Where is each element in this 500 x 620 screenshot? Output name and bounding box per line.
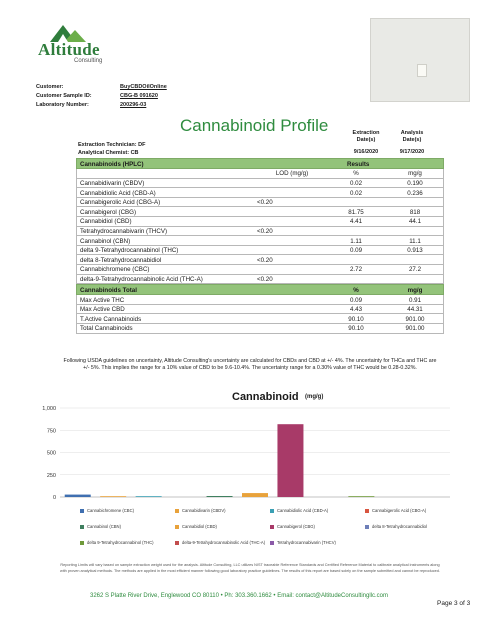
mgg-value: 11.1	[409, 237, 421, 245]
table-row	[76, 246, 444, 256]
brand-sub: Consulting	[74, 58, 103, 64]
cannabinoid-bar-chart	[20, 400, 460, 504]
chart-unit: (mg/g)	[305, 394, 324, 400]
legend-swatch	[80, 509, 84, 513]
total-name: T.Active Cannabinoids	[80, 315, 142, 323]
results-table	[76, 158, 444, 334]
total-percent: 90.10	[348, 325, 364, 333]
customer-label: Customer:	[36, 84, 64, 90]
mgg-value: 818	[409, 208, 421, 216]
legend-label: Cannabichromene (CBC)	[87, 508, 135, 513]
percent-value: 0.09	[349, 247, 363, 255]
uncertainty-note: Following USDA guidelines on uncertainty, Altitude Consulting's uncertainty are calculated for CBDs and CBD at +/- 4%. The uncertainty for THCa and THC are +/- 5%. This implies the range for a 10% value of CBD to be 9.6-10.4%. The uncertainty range for a 0.30% value of THC would be 0.28-0.32%.	[63, 358, 437, 371]
percent-value: 4.41	[349, 218, 363, 226]
customer-info	[36, 84, 167, 111]
cannabinoid-name: delta 9-Tetrahydrocannabinol (THC)	[80, 247, 179, 255]
y-tick-label: 250	[46, 472, 56, 479]
totals-header-name: Cannabinoids Total	[80, 287, 137, 295]
extraction-date-header: Extraction Date(s)	[352, 130, 380, 143]
legend-label: delta 8-Tetrahydrocannabidiol	[372, 524, 427, 529]
sample-id-value: CBG-B 091620	[120, 93, 158, 99]
lod-value: <0.20	[257, 275, 273, 283]
subheader-pct: %	[353, 170, 359, 178]
header-results: Results	[347, 161, 370, 168]
legend-label: Cannabigerolic Acid (CBG-A)	[372, 508, 427, 513]
subheader-lod: LOD (mg/g)	[275, 170, 309, 178]
legend-item	[80, 508, 172, 513]
y-tick-label: 500	[46, 450, 56, 457]
legend-item	[270, 524, 362, 529]
percent-value: 0.02	[349, 179, 363, 187]
cannabinoid-name: delta 8-Tetrahydrocannabidiol	[80, 256, 162, 264]
lod-value: <0.20	[257, 227, 273, 235]
total-mgg: 44.31	[407, 306, 423, 314]
total-mgg: 901.00	[405, 325, 425, 333]
legend-swatch	[365, 525, 369, 529]
legend-swatch	[175, 525, 179, 529]
brand-name: Altitude	[38, 40, 100, 59]
total-percent: 4.43	[349, 306, 363, 314]
table-row	[76, 207, 444, 217]
sample-id-label: Customer Sample ID:	[36, 93, 92, 99]
legend-item	[80, 524, 172, 529]
extraction-date: 9/16/2020	[353, 149, 379, 155]
total-percent: 0.09	[349, 296, 363, 304]
bar	[277, 424, 303, 497]
percent-value: 1.11	[350, 237, 362, 245]
lab-number-value: 200296-03	[120, 102, 147, 108]
page-number: Page 3 of 3	[437, 600, 471, 607]
percent-value: 0.02	[349, 189, 363, 197]
cannabinoid-name: delta-9-Tetrahydrocannabinolic Acid (THC-A)	[80, 275, 203, 283]
y-tick-label: 0	[52, 495, 56, 501]
chart-title: Cannabinoid	[232, 391, 299, 403]
cannabinoid-name: Cannabichromene (CBC)	[80, 266, 150, 274]
total-percent: 90.10	[348, 315, 364, 323]
mgg-value: 27.2	[408, 266, 422, 274]
legend-item	[175, 508, 267, 513]
total-name: Max Active THC	[80, 296, 125, 304]
subheader-mgg: mg/g	[408, 170, 422, 178]
legend-label: delta 9-Tetrahydrocannabinol (THC)	[87, 540, 154, 545]
table-row	[76, 227, 444, 237]
analytical-chemist: Analytical Chemist: CB	[78, 150, 139, 156]
legend-swatch	[175, 509, 179, 513]
legend-item	[270, 508, 362, 513]
totals-row	[76, 295, 444, 305]
table-subheader	[76, 169, 444, 179]
lod-value: <0.20	[257, 256, 273, 264]
cannabinoid-name: Cannabinol (CBN)	[80, 237, 131, 245]
totals-header	[76, 284, 444, 295]
cannabinoid-name: Cannabidivarin (CBDV)	[80, 179, 145, 187]
lab-number-label: Laboratory Number:	[36, 102, 89, 108]
bar	[65, 495, 91, 497]
vial-image	[417, 64, 427, 77]
totals-row	[76, 324, 444, 334]
legend-label: Tetrahydrocannabivarin (THCV)	[277, 540, 336, 545]
analysis-date: 9/17/2020	[399, 149, 425, 155]
totals-header-mgg: mg/g	[407, 287, 423, 295]
mgg-value: 44.1	[408, 218, 422, 226]
sample-photo	[370, 18, 470, 102]
page-title: Cannabinoid Profile	[180, 116, 329, 135]
cannabinoid-name: Tetrahydrocannabivarin (THCV)	[80, 227, 168, 235]
table-row	[76, 236, 444, 246]
totals-header-pct: %	[353, 287, 359, 295]
mgg-value: 0.236	[407, 189, 423, 197]
legend-label: Cannabidiol (CBD)	[182, 524, 217, 529]
table-row	[76, 198, 444, 208]
table-row	[76, 275, 444, 285]
cannabinoid-name: Cannabigerolic Acid (CBG-A)	[80, 199, 161, 207]
table-row	[76, 255, 444, 265]
legend-item	[365, 508, 457, 513]
legend-swatch	[175, 541, 179, 545]
bar	[100, 496, 126, 497]
legend-swatch	[270, 541, 274, 545]
y-tick-label: 1,000	[42, 406, 56, 412]
legend-item	[175, 524, 267, 529]
legend-swatch	[270, 509, 274, 513]
bar	[136, 496, 162, 497]
total-mgg: 901.00	[405, 315, 425, 323]
legend-item	[365, 524, 457, 529]
table-header	[76, 158, 444, 169]
legend-label: Cannabinol (CBN)	[87, 524, 121, 529]
legend-item	[175, 540, 267, 545]
total-name: Max Active CBD	[80, 306, 125, 314]
cannabinoid-name: Cannabidiolic Acid (CBD-A)	[80, 189, 156, 197]
percent-value: 81.75	[348, 208, 364, 216]
lod-value: <0.20	[257, 199, 273, 207]
total-mgg: 0.91	[408, 296, 422, 304]
cannabinoid-name: Cannabidiol (CBD)	[80, 218, 132, 226]
totals-row	[76, 314, 444, 324]
disclaimer: Reporting Limits will vary based on sample extraction weight used for the analysis. Altitude Consulting, LLC utilizes NIST traceable Reference Standards and Certified Reference Material to calibrate analytical instruments along with proven analytical methods. The methods are applied in the most efficient manner following good laboratory practice guidelines. The results of this report are based solely on the sample submitted and cannot be reproduced.	[60, 563, 440, 573]
legend-label: Cannabidiolic Acid (CBD-A)	[277, 508, 329, 513]
mgg-value: 0.913	[407, 247, 423, 255]
legend-item	[270, 540, 362, 545]
cannabinoid-name: Cannabigerol (CBG)	[80, 208, 137, 216]
legend-swatch	[365, 509, 369, 513]
legend-label: delta-9-Tetrahydrocannabinolic Acid (THC-A)	[182, 540, 266, 545]
legend-swatch	[80, 525, 84, 529]
extraction-technician: Extraction Technician: DF	[78, 142, 146, 148]
total-name: Total Cannabinoids	[80, 325, 133, 333]
table-row	[76, 188, 444, 198]
y-tick-label: 750	[46, 428, 56, 435]
bar	[242, 493, 268, 497]
contact-footer: 3262 S Platte River Drive, Englewood CO 80110 • Ph: 303.360.1662 • Email: contact@AltitudeConsultingllc.com	[90, 593, 389, 599]
legend-swatch	[270, 525, 274, 529]
legend-label: Cannabigerol (CBG)	[277, 524, 315, 529]
mgg-value: 0.190	[407, 179, 423, 187]
legend-swatch	[80, 541, 84, 545]
table-row	[76, 179, 444, 189]
percent-value: 2.72	[349, 266, 363, 274]
legend-label: Cannabidivarin (CBDV)	[182, 508, 226, 513]
table-row	[76, 217, 444, 227]
analysis-date-header: Analysis Date(s)	[400, 130, 424, 143]
totals-row	[76, 305, 444, 315]
bar	[207, 496, 233, 497]
legend-item	[80, 540, 172, 545]
bar	[348, 496, 374, 497]
customer-value: BuyCBDOilOnline	[120, 84, 167, 90]
header-cannabinoids: Cannabinoids (HPLC)	[80, 161, 144, 168]
table-row	[76, 265, 444, 275]
technician-info	[78, 141, 145, 157]
